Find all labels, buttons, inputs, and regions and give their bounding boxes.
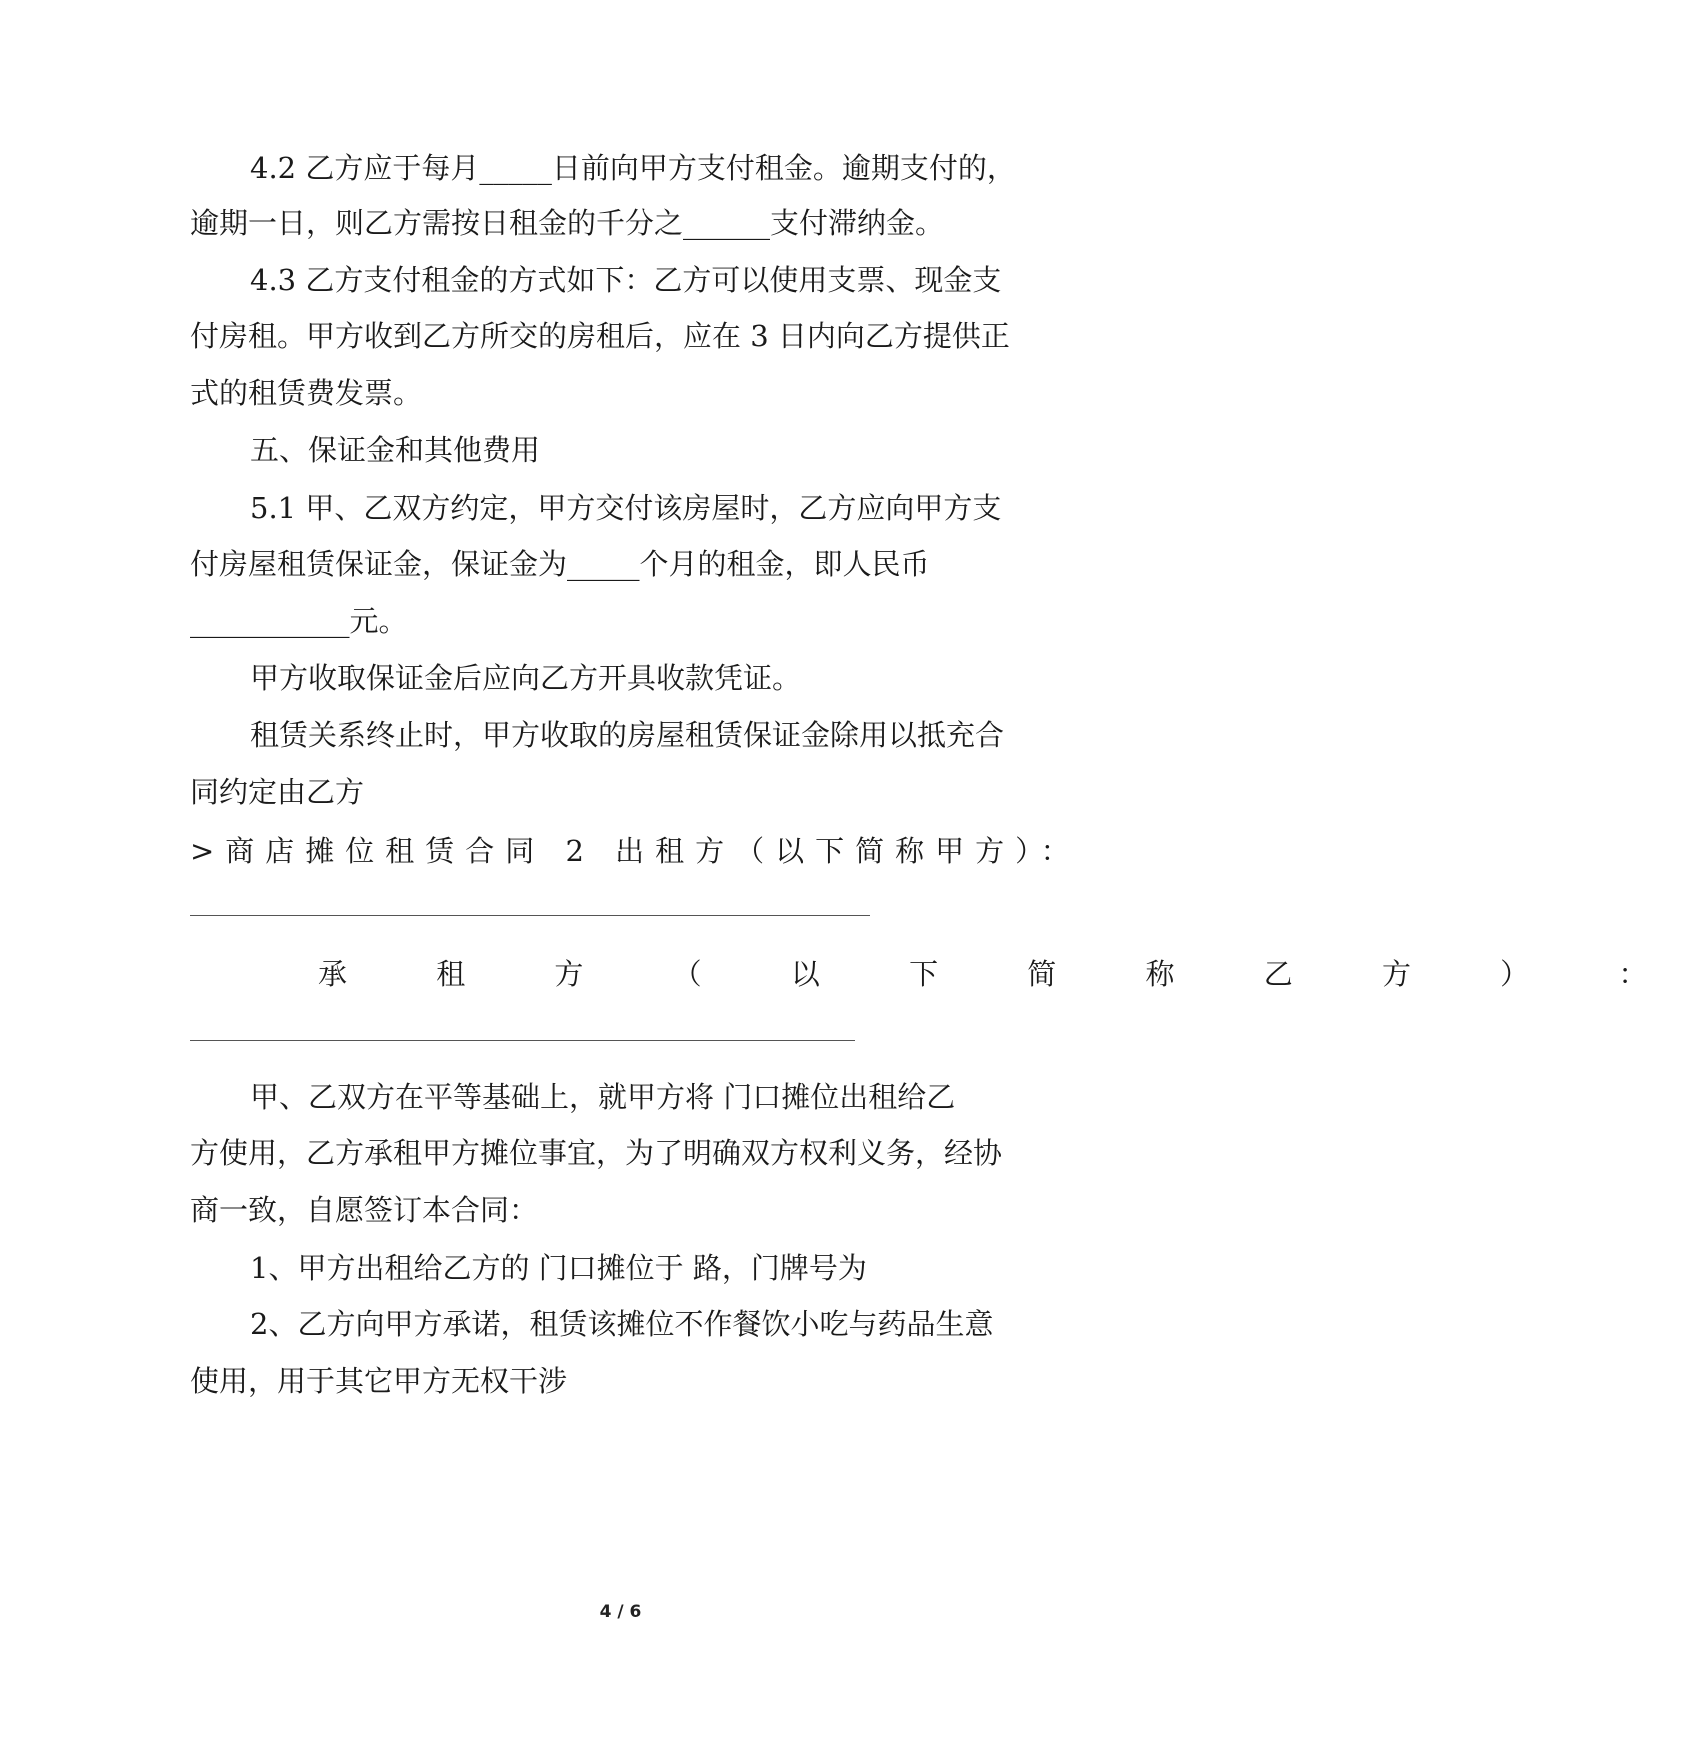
page-number: 4 / 6: [599, 1602, 642, 1622]
lessor-blank-rule: [190, 915, 870, 916]
paragraph-line: 商一致，自愿签订本合同：: [190, 1193, 539, 1227]
contract-title-line: >商店摊位租赁合同 2 出租方（以下简称甲方）：: [190, 834, 1081, 868]
section-heading: 五、保证金和其他费用: [250, 433, 541, 467]
paragraph-line: 租赁关系终止时，甲方收取的房屋租赁保证金除用以抵充合: [250, 718, 1005, 752]
paragraph-line: 逾期一日，则乙方需按日租金的千分之______支付滞纳金。: [190, 206, 945, 240]
paragraph-line: 同约定由乙方: [190, 775, 365, 809]
lessee-line: 承 租 方 （ 以 下 简 称 乙 方 ） ：: [318, 957, 1687, 991]
paragraph-line: 付房屋租赁保证金，保证金为_____个月的租金，即人民币: [190, 547, 930, 581]
paragraph-line: 4.3 乙方支付租金的方式如下：乙方可以使用支票、现金支: [250, 263, 1002, 297]
paragraph-line: ___________元。: [190, 604, 408, 638]
paragraph-line: 甲、乙双方在平等基础上，就甲方将 门口摊位出租给乙: [250, 1080, 956, 1114]
paragraph-line: 2、乙方向甲方承诺，租赁该摊位不作餐饮小吃与药品生意: [250, 1307, 994, 1341]
paragraph-line: 4.2 乙方应于每月_____日前向甲方支付租金。逾期支付的，: [250, 151, 1016, 185]
paragraph-line: 式的租赁费发票。: [190, 376, 423, 410]
paragraph-line: 甲方收取保证金后应向乙方开具收款凭证。: [250, 661, 802, 695]
paragraph-line: 使用，用于其它甲方无权干涉: [190, 1364, 568, 1398]
lessee-blank-rule: [190, 1040, 855, 1041]
paragraph-line: 方使用，乙方承租甲方摊位事宜，为了明确双方权利义务，经协: [190, 1136, 1003, 1170]
paragraph-line: 付房租。甲方收到乙方所交的房租后，应在 3 日内向乙方提供正: [190, 319, 1010, 353]
paragraph-line: 1、甲方出租给乙方的 门口摊位于 路，门牌号为: [250, 1251, 867, 1285]
paragraph-line: 5.1 甲、乙双方约定，甲方交付该房屋时，乙方应向甲方支: [250, 491, 1002, 525]
